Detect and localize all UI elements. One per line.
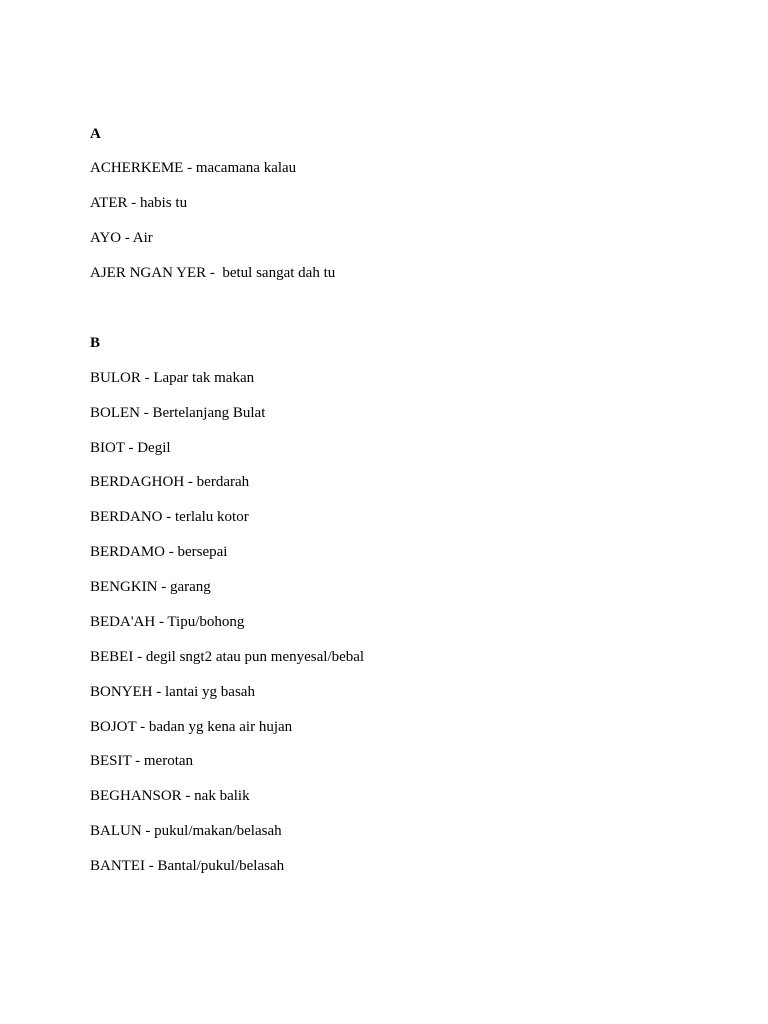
entry-bulor: BULOR - Lapar tak makan	[90, 370, 255, 386]
section-heading-b: B	[90, 335, 101, 351]
entry-ater: ATER - habis tu	[90, 195, 188, 211]
entry-berdano: BERDANO - terlalu kotor	[90, 509, 249, 525]
entry-berdaghoh: BERDAGHOH - berdarah	[90, 474, 250, 490]
section-heading-a: A	[90, 126, 101, 142]
entry-bonyeh: BONYEH - lantai yg basah	[90, 684, 255, 700]
entry-bolen: BOLEN - Bertelanjang Bulat	[90, 405, 266, 421]
entry-acherkeme: ACHERKEME - macamana kalau	[90, 160, 297, 176]
entry-bebei: BEBEI - degil sngt2 atau pun menyesal/bebal	[90, 649, 365, 665]
entry-bantei: BANTEI - Bantal/pukul/belasah	[90, 858, 285, 874]
entry-berdamo: BERDAMO - bersepai	[90, 544, 228, 560]
entry-bojot: BOJOT - badan yg kena air hujan	[90, 719, 293, 735]
entry-besit: BESIT - merotan	[90, 753, 194, 769]
entry-balun: BALUN - pukul/makan/belasah	[90, 823, 282, 839]
entry-biot: BIOT - Degil	[90, 440, 171, 456]
entry-bedaah: BEDA'AH - Tipu/bohong	[90, 614, 245, 630]
entry-beghansor: BEGHANSOR - nak balik	[90, 788, 250, 804]
entry-bengkin: BENGKIN - garang	[90, 579, 211, 595]
entry-ajer-ngan-yer: AJER NGAN YER - betul sangat dah tu	[90, 265, 336, 281]
entry-ayo: AYO - Air	[90, 230, 153, 246]
